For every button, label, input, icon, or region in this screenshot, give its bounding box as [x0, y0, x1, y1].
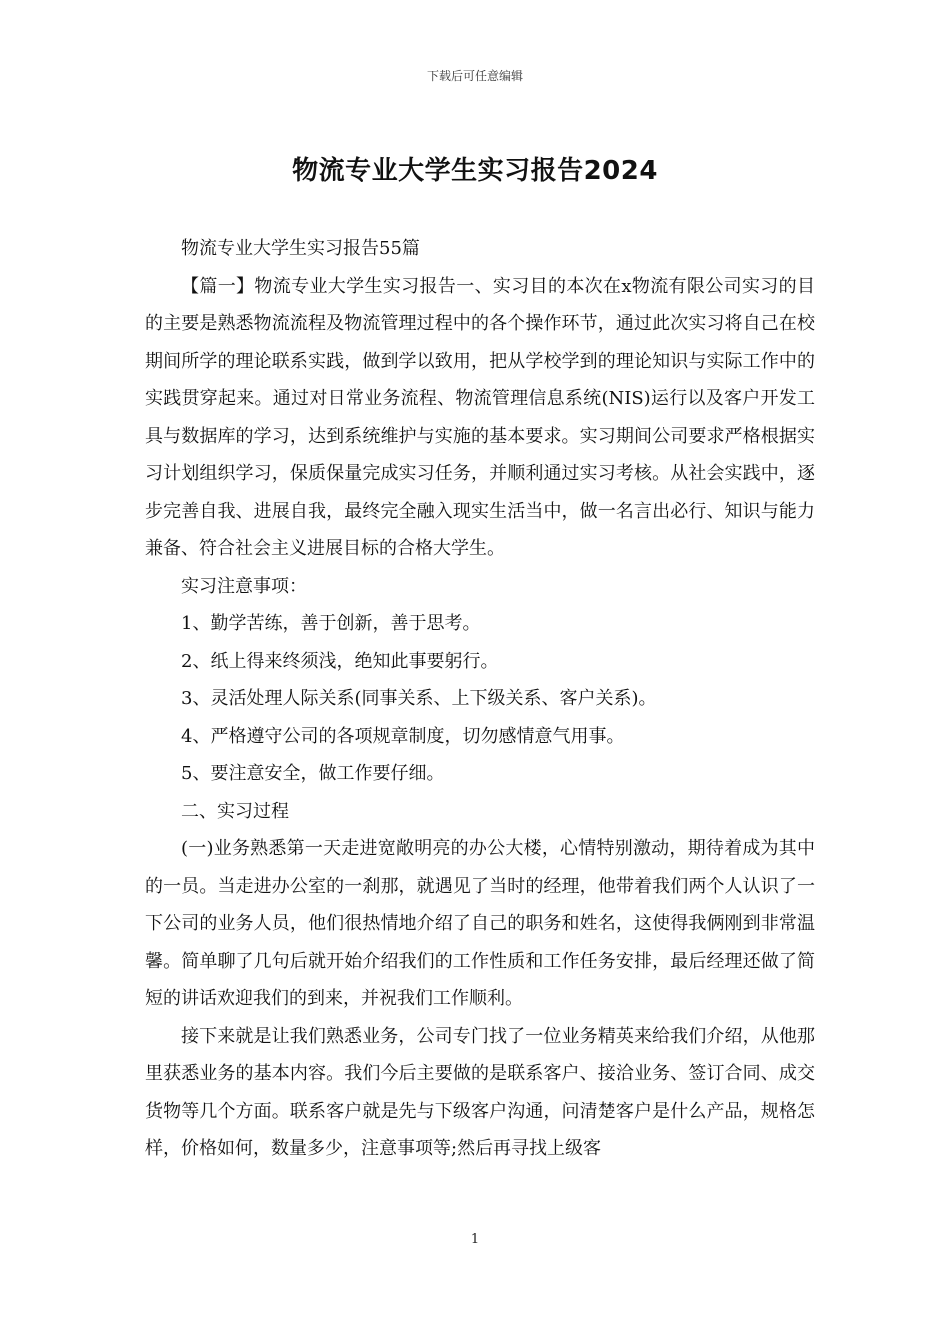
document-body	[145, 230, 815, 1168]
paragraph-note-3: 3、灵活处理人际关系(同事关系、上下级关系、客户关系)。	[181, 688, 657, 709]
paragraph-section-2-heading: 二、实习过程	[181, 800, 289, 822]
paragraph-intro: 【篇一】物流专业大学生实习报告一、实习目的本次在x物流有限公司实习的目的主要是熟悉物流流程及物流管理过程中的各个操作环节，通过此次实习将自己在校期间所学的理论联系实践，做到学以致用，把从学校学到的理论知识与实际工作中的实践贯穿起来。通过对日常业务流程、物流管理信息系统(NIS)运行以及客户开发工具与数据库的学习，达到系统维护与实施的基本要求。实习期间公司要求严格根据实习计划组织学习，保质保量完成实习任务，并顺利通过实习考核。从社会实践中，逐步完善自我、进展自我，最终完全融入现实生活当中，做一名言出必行、知识与能力兼备、符合社会主义进展目标的合格大学生。	[145, 275, 815, 559]
paragraph-note-2: 2、纸上得来终须浅，绝知此事要躬行。	[181, 650, 499, 672]
paragraph-subtitle: 物流专业大学生实习报告55篇	[181, 238, 420, 259]
paragraph-business-content: 接下来就是让我们熟悉业务，公司专门找了一位业务精英来给我们介绍，从他那里获悉业务的基本内容。我们今后主要做的是联系客户、接洽业务、签订合同、成交货物等几个方面。联系客户就是先与下级客户沟通，问清楚客户是什么产品，规格怎样，价格如何，数量多少，注意事项等;然后再寻找上级客	[145, 1025, 815, 1159]
paragraph-note-5: 5、要注意安全，做工作要仔细。	[181, 763, 445, 784]
header-note: 下载后可任意编辑	[426, 69, 523, 83]
paragraph-business-familiarization: (一)业务熟悉第一天走进宽敞明亮的办公大楼，心情特别激动，期待着成为其中的一员。当走进办公室的一刹那，就遇见了当时的经理，他带着我们两个人认识了一下公司的业务人员，他们很热情地介绍了自己的职务和姓名，这使得我俩刚到非常温馨。简单聊了几句后就开始介绍我们的工作性质和工作任务安排，最后经理还做了简短的讲话欢迎我们的到来，并祝我们工作顺利。	[145, 838, 815, 1009]
paragraph-note-1: 1、勤学苦练，善于创新，善于思考。	[181, 613, 481, 634]
page-number: 1	[470, 1232, 480, 1247]
paragraph-note-4: 4、严格遵守公司的各项规章制度，切勿感情意气用事。	[181, 725, 625, 747]
paragraph-notes-heading: 实习注意事项：	[181, 575, 307, 597]
document-title: 物流专业大学生实习报告2024	[292, 156, 658, 186]
